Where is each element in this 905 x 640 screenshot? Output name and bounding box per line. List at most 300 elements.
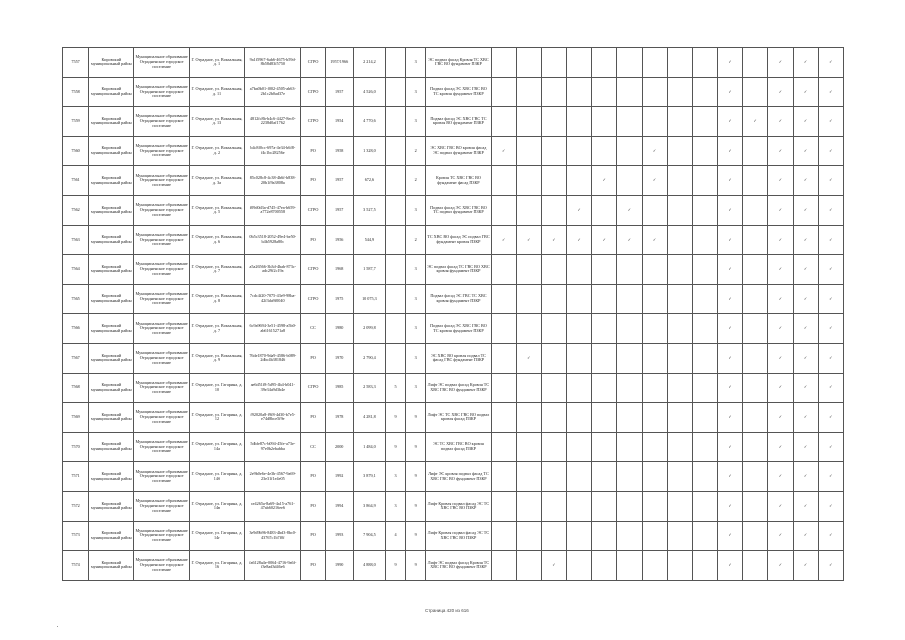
build-year-cell: 1990 (325, 551, 353, 581)
check-mark-icon: ✓ (541, 225, 566, 255)
entrances-cell: 3 (406, 314, 426, 344)
work-check-cell (491, 491, 516, 521)
work-check-cell (667, 136, 692, 166)
material-type-cell: РО (301, 136, 325, 166)
works-list-cell: Подвал фасад ЭС ХВС ГВС ВО ТС подвал фундамент ПЗКР (426, 195, 491, 225)
work-check-cell (692, 225, 717, 255)
check-mark-icon: ✓ (768, 373, 793, 403)
row-number: 7570 (63, 432, 89, 462)
work-check-cell (617, 521, 642, 551)
work-check-cell (567, 166, 592, 196)
works-list-cell: ТС ХВС ВО фасад ЭС подвал ГВС фундамент кровля ПЗКР (426, 225, 491, 255)
area-cell: 2 214,2 (353, 48, 385, 78)
district-cell: Кировский муниципальный район (89, 343, 134, 373)
work-check-cell (592, 521, 617, 551)
work-check-cell (642, 48, 667, 78)
work-check-cell (743, 195, 768, 225)
work-check-cell (667, 195, 692, 225)
build-year-cell: 1957 (325, 195, 353, 225)
work-check-cell (592, 462, 617, 492)
floors-cell (386, 284, 406, 314)
work-check-cell (541, 521, 566, 551)
check-mark-icon: ✓ (567, 225, 592, 255)
district-cell: Кировский муниципальный район (89, 521, 134, 551)
row-number: 7561 (63, 166, 89, 196)
work-check-cell (617, 551, 642, 581)
works-list-cell: Лифт ЭС подвал фасад Кровля ТС ХВС ГВС ВО фундамент ПЗКР (426, 551, 491, 581)
work-check-cell (592, 195, 617, 225)
check-mark-icon: ✓ (818, 462, 843, 492)
entrances-cell: 3 (406, 195, 426, 225)
fias-code-cell: f92020a8-f9f8-4d30-b7e5-e74d8bce5f9e (245, 403, 301, 433)
work-check-cell (592, 343, 617, 373)
work-check-cell (743, 48, 768, 78)
municipality-cell: Муниципальное образование Отрадненское городское поселение (134, 255, 189, 285)
work-check-cell (667, 107, 692, 137)
floors-cell (386, 314, 406, 344)
work-check-cell (491, 403, 516, 433)
district-cell: Кировский муниципальный район (89, 77, 134, 107)
work-check-cell (692, 255, 717, 285)
check-mark-icon: ✓ (793, 551, 818, 581)
work-check-cell (692, 403, 717, 433)
work-check-cell (617, 491, 642, 521)
build-year-cell: 1958 (325, 136, 353, 166)
work-check-cell (642, 343, 667, 373)
work-check-cell (516, 521, 541, 551)
check-mark-icon: ✓ (768, 551, 793, 581)
area-cell: 4 526,0 (353, 77, 385, 107)
work-check-cell (642, 255, 667, 285)
check-mark-icon: ✓ (793, 225, 818, 255)
work-check-cell (516, 551, 541, 581)
work-check-cell (541, 491, 566, 521)
address-cell: Г. Отрадное, ул. Вокзальная, д. 8 (189, 284, 244, 314)
work-check-cell (617, 462, 642, 492)
municipality-cell: Муниципальное образование Отрадненское городское поселение (134, 551, 189, 581)
works-list-cell: ЭС ХВС ВО кровля подвал ТС фасад ГВС фундамент ПЗКР (426, 343, 491, 373)
work-check-cell (541, 462, 566, 492)
floors-cell (386, 195, 406, 225)
check-mark-icon: ✓ (718, 166, 743, 196)
area-cell: 2 583,3 (353, 373, 385, 403)
entrances-cell: 3 (406, 255, 426, 285)
check-mark-icon: ✓ (818, 166, 843, 196)
fias-code-cell: ae6d51f8-5d95-4b4-b041-39e34a9d3b4e (245, 373, 301, 403)
area-cell: 3 527,5 (353, 195, 385, 225)
check-mark-icon: ✓ (818, 551, 843, 581)
check-mark-icon: ✓ (793, 48, 818, 78)
table-row (63, 195, 844, 225)
fias-code-cell: 4812fc8b-b4c6-4427-8ec0-2238d0af1762 (245, 107, 301, 137)
work-check-cell (491, 373, 516, 403)
check-mark-icon: ✓ (768, 255, 793, 285)
district-cell: Кировский муниципальный район (89, 225, 134, 255)
check-mark-icon: ✓ (516, 225, 541, 255)
work-check-cell (692, 284, 717, 314)
check-mark-icon: ✓ (818, 48, 843, 78)
fias-code-cell: fa6128a4e-0064-4716-9a6f-f3e8ad3d46e6 (245, 551, 301, 581)
work-check-cell (667, 77, 692, 107)
work-check-cell (743, 491, 768, 521)
floors-cell (386, 136, 406, 166)
address-cell: Г. Отрадное, ул. Вокзальная, д. 6 (189, 225, 244, 255)
check-mark-icon: ✓ (818, 284, 843, 314)
floors-cell: 4 (386, 521, 406, 551)
row-number: 7571 (63, 462, 89, 492)
check-mark-icon: ✓ (793, 255, 818, 285)
fias-code-cell: 0b5c3518-2052-49e4-be50-b4b5928a80c (245, 225, 301, 255)
check-mark-icon: ✓ (793, 107, 818, 137)
work-check-cell (516, 48, 541, 78)
entrances-cell: 3 (406, 284, 426, 314)
fias-code-cell: 2e9b0e6e-4e3b-4567-9a69-23e31f1e4e05 (245, 462, 301, 492)
works-list-cell: Лифт Кровля подвал фасад ЭС ТС ХВС ГВС ВО ПЗКР (426, 521, 491, 551)
address-cell: Г. Отрадное, ул. Гагарина, д. 14а (189, 432, 244, 462)
material-type-cell: РО (301, 462, 325, 492)
district-cell: Кировский муниципальный район (89, 107, 134, 137)
work-check-cell (541, 314, 566, 344)
material-type-cell: СГРО (301, 195, 325, 225)
check-mark-icon: ✓ (718, 403, 743, 433)
work-check-cell (541, 255, 566, 285)
check-mark-icon: ✓ (818, 343, 843, 373)
material-type-cell: СГРО (301, 107, 325, 137)
work-check-cell (667, 284, 692, 314)
entrances-cell: 2 (406, 136, 426, 166)
work-check-cell (642, 432, 667, 462)
district-cell: Кировский муниципальный район (89, 551, 134, 581)
row-number: 7565 (63, 284, 89, 314)
check-mark-icon: ✓ (793, 166, 818, 196)
fias-code-cell: 85c028c8-4c38-4b6f-b838-20b1f9a3808a (245, 166, 301, 196)
check-mark-icon: ✓ (818, 314, 843, 344)
table-row (63, 373, 844, 403)
check-mark-icon: ✓ (642, 166, 667, 196)
check-mark-icon: ✓ (793, 403, 818, 433)
check-mark-icon: ✓ (592, 225, 617, 255)
check-mark-icon: ✓ (718, 225, 743, 255)
material-type-cell: РО (301, 403, 325, 433)
work-check-cell (617, 373, 642, 403)
work-check-cell (541, 432, 566, 462)
houses-table (62, 47, 844, 581)
build-year-cell: 1975 (325, 284, 353, 314)
check-mark-icon: ✓ (768, 225, 793, 255)
table-row (63, 491, 844, 521)
area-cell: 7 904,5 (353, 521, 385, 551)
work-check-cell (692, 48, 717, 78)
entrances-cell: 9 (406, 551, 426, 581)
address-cell: Г. Отрадное, ул. Вокзальная, д. 7 (189, 255, 244, 285)
floors-cell: 9 (386, 551, 406, 581)
check-mark-icon: ✓ (491, 136, 516, 166)
works-list-cell: ЭС подвал фасад ТС ГВС ВО ХВС кровля фундамент ПЗКР (426, 255, 491, 285)
work-check-cell (491, 343, 516, 373)
work-check-cell (516, 491, 541, 521)
work-check-cell (617, 77, 642, 107)
fias-code-cell: b4c8f0cc-697a-4e34-b6f8-f4c1bc28256e (245, 136, 301, 166)
work-check-cell (642, 314, 667, 344)
check-mark-icon: ✓ (818, 373, 843, 403)
check-mark-icon: ✓ (718, 136, 743, 166)
check-mark-icon: ✓ (617, 195, 642, 225)
work-check-cell (692, 314, 717, 344)
municipality-cell: Муниципальное образование Отрадненское городское поселение (134, 77, 189, 107)
works-list-cell: Лифт Кровля подвал фасад ЭС ТС ХВС ГВС ВО ПЗКР (426, 491, 491, 521)
work-check-cell (642, 373, 667, 403)
row-number: 7566 (63, 314, 89, 344)
material-type-cell: СГРО (301, 373, 325, 403)
work-check-cell (642, 403, 667, 433)
material-type-cell: РО (301, 551, 325, 581)
work-check-cell (541, 403, 566, 433)
work-check-cell (743, 225, 768, 255)
check-mark-icon: ✓ (818, 403, 843, 433)
table-row (63, 551, 844, 581)
check-mark-icon: ✓ (793, 432, 818, 462)
work-check-cell (667, 225, 692, 255)
table-row (63, 48, 844, 78)
work-check-cell (516, 314, 541, 344)
area-cell: 1 328,0 (353, 136, 385, 166)
check-mark-icon: ✓ (768, 166, 793, 196)
table-row (63, 462, 844, 492)
build-year-cell: 1978 (325, 403, 353, 433)
municipality-cell: Муниципальное образование Отрадненское городское поселение (134, 48, 189, 78)
work-check-cell (541, 136, 566, 166)
area-cell: 1 484,0 (353, 432, 385, 462)
fias-code-cell: 6c9a9694-3e51-4598-a5b0-ab61615271a8 (245, 314, 301, 344)
work-check-cell (491, 521, 516, 551)
check-mark-icon: ✓ (718, 284, 743, 314)
district-cell: Кировский муниципальный район (89, 432, 134, 462)
work-check-cell (692, 491, 717, 521)
fias-code-cell: ce4265a-8a69-4a15-a761-47ab60216ee6 (245, 491, 301, 521)
address-cell: Г. Отрадное, ул. Вокзальная, д. 1 (189, 48, 244, 78)
address-cell: Г. Отрадное, ул. Вокзальная, д. 7 (189, 314, 244, 344)
check-mark-icon: ✓ (718, 551, 743, 581)
material-type-cell: РО (301, 166, 325, 196)
check-mark-icon: ✓ (768, 314, 793, 344)
work-check-cell (743, 284, 768, 314)
work-check-cell (743, 136, 768, 166)
check-mark-icon: ✓ (768, 343, 793, 373)
floors-cell: 3 (386, 491, 406, 521)
entrances-cell: 9 (406, 521, 426, 551)
work-check-cell (592, 373, 617, 403)
check-mark-icon: ✓ (793, 491, 818, 521)
district-cell: Кировский муниципальный район (89, 403, 134, 433)
work-check-cell (692, 432, 717, 462)
municipality-cell: Муниципальное образование Отрадненское городское поселение (134, 314, 189, 344)
check-mark-icon: ✓ (718, 491, 743, 521)
municipality-cell: Муниципальное образование Отрадненское городское поселение (134, 284, 189, 314)
district-cell: Кировский муниципальный район (89, 136, 134, 166)
district-cell: Кировский муниципальный район (89, 314, 134, 344)
work-check-cell (516, 255, 541, 285)
work-check-cell (592, 255, 617, 285)
work-check-cell (592, 403, 617, 433)
work-check-cell (592, 107, 617, 137)
works-list-cell: ЭС подвал фасад Кровля ТС ХВС ГВС ВО фундамент ПЗКР (426, 48, 491, 78)
work-check-cell (743, 403, 768, 433)
municipality-cell: Муниципальное образование Отрадненское городское поселение (134, 491, 189, 521)
work-check-cell (642, 107, 667, 137)
work-check-cell (516, 432, 541, 462)
work-check-cell (491, 432, 516, 462)
build-year-cell: 1954 (325, 107, 353, 137)
check-mark-icon: ✓ (768, 136, 793, 166)
work-check-cell (617, 107, 642, 137)
build-year-cell: 1980 (325, 314, 353, 344)
work-check-cell (567, 551, 592, 581)
row-number: 7569 (63, 403, 89, 433)
check-mark-icon: ✓ (768, 491, 793, 521)
scan-speck (57, 626, 58, 627)
check-mark-icon: ✓ (642, 136, 667, 166)
district-cell: Кировский муниципальный район (89, 284, 134, 314)
work-check-cell (491, 314, 516, 344)
area-cell: 4 281,8 (353, 403, 385, 433)
address-cell: Г. Отрадное, ул. Гагарина, д. 12 (189, 403, 244, 433)
work-check-cell (541, 373, 566, 403)
address-cell: Г. Отрадное, ул. Гагарина, д. 16 (189, 551, 244, 581)
work-check-cell (642, 491, 667, 521)
work-check-cell (692, 551, 717, 581)
check-mark-icon: ✓ (743, 107, 768, 137)
material-type-cell: СС (301, 432, 325, 462)
check-mark-icon: ✓ (793, 521, 818, 551)
work-check-cell (491, 551, 516, 581)
material-type-cell: СС (301, 314, 325, 344)
check-mark-icon: ✓ (768, 284, 793, 314)
municipality-cell: Муниципальное образование Отрадненское городское поселение (134, 462, 189, 492)
work-check-cell (743, 314, 768, 344)
address-cell: Г. Отрадное, ул. Гагарина, д. 14г (189, 521, 244, 551)
registry-sheet (62, 47, 844, 581)
work-check-cell (617, 48, 642, 78)
municipality-cell: Муниципальное образование Отрадненское городское поселение (134, 166, 189, 196)
district-cell: Кировский муниципальный район (89, 255, 134, 285)
work-check-cell (692, 373, 717, 403)
check-mark-icon: ✓ (718, 432, 743, 462)
table-row (63, 136, 844, 166)
check-mark-icon: ✓ (793, 77, 818, 107)
work-check-cell (516, 166, 541, 196)
check-mark-icon: ✓ (718, 255, 743, 285)
municipality-cell: Муниципальное образование Отрадненское городское поселение (134, 107, 189, 137)
work-check-cell (667, 373, 692, 403)
works-list-cell: ЭС ТС ХВС ГВС ВО кровля подвал фасад ПЗКР (426, 432, 491, 462)
work-check-cell (567, 462, 592, 492)
work-check-cell (491, 462, 516, 492)
floors-cell: 9 (386, 432, 406, 462)
check-mark-icon: ✓ (818, 432, 843, 462)
check-mark-icon: ✓ (491, 225, 516, 255)
build-year-cell: 1993 (325, 521, 353, 551)
work-check-cell (491, 107, 516, 137)
work-check-cell (567, 48, 592, 78)
work-check-cell (667, 521, 692, 551)
work-check-cell (541, 195, 566, 225)
work-check-cell (667, 255, 692, 285)
entrances-cell: 3 (406, 77, 426, 107)
check-mark-icon: ✓ (768, 48, 793, 78)
check-mark-icon: ✓ (718, 107, 743, 137)
works-list-cell: Лифт ЭС подвал фасад Кровля ТС ХВС ГВС ВО фундамент ПЗКР (426, 373, 491, 403)
row-number: 7564 (63, 255, 89, 285)
row-number: 7574 (63, 551, 89, 581)
works-list-cell: Лифт ЭС кровля подвал фасад ТС ХВС ГВС ВО фундамент ПЗКР (426, 462, 491, 492)
check-mark-icon: ✓ (818, 136, 843, 166)
area-cell: 1 587,7 (353, 255, 385, 285)
row-number: 7573 (63, 521, 89, 551)
work-check-cell (592, 551, 617, 581)
fias-code-cell: a5a26566-3b3d-4bab-873c-adc29f2c19a (245, 255, 301, 285)
floors-cell (386, 48, 406, 78)
build-year-cell: 1994 (325, 491, 353, 521)
work-check-cell (567, 284, 592, 314)
municipality-cell: Муниципальное образование Отрадненское городское поселение (134, 403, 189, 433)
check-mark-icon: ✓ (718, 195, 743, 225)
work-check-cell (667, 166, 692, 196)
address-cell: Г. Отрадное, ул. Гагарина, д. 10 (189, 373, 244, 403)
material-type-cell: РО (301, 491, 325, 521)
work-check-cell (516, 373, 541, 403)
check-mark-icon: ✓ (718, 462, 743, 492)
table-row (63, 284, 844, 314)
row-number: 7559 (63, 107, 89, 137)
work-check-cell (567, 136, 592, 166)
work-check-cell (642, 462, 667, 492)
build-year-cell: 1992 (325, 462, 353, 492)
work-check-cell (692, 521, 717, 551)
entrances-cell: 3 (406, 107, 426, 137)
check-mark-icon: ✓ (567, 195, 592, 225)
fias-code-cell: 9a1f5967-6ab6-4675-b59d-8b58d83f5750 (245, 48, 301, 78)
build-year-cell: 2000 (325, 432, 353, 462)
work-check-cell (743, 462, 768, 492)
build-year-cell: 1968 (325, 255, 353, 285)
entrances-cell: 9 (406, 491, 426, 521)
fias-code-cell: 7cdc4f20-7075-43e9-98ba-42f3da9f0040 (245, 284, 301, 314)
row-number: 7557 (63, 48, 89, 78)
material-type-cell: СГРО (301, 284, 325, 314)
check-mark-icon: ✓ (617, 225, 642, 255)
work-check-cell (667, 462, 692, 492)
work-check-cell (592, 136, 617, 166)
check-mark-icon: ✓ (793, 314, 818, 344)
fias-code-cell: 3e9d9b96-8483-4bd3-8bc0-43767c1b7f0f (245, 521, 301, 551)
address-cell: Г. Отрадное, ул. Вокзальная, д. 13 (189, 107, 244, 137)
check-mark-icon: ✓ (718, 48, 743, 78)
check-mark-icon: ✓ (718, 343, 743, 373)
work-check-cell (743, 343, 768, 373)
material-type-cell: РО (301, 343, 325, 373)
work-check-cell (692, 107, 717, 137)
work-check-cell (667, 403, 692, 433)
check-mark-icon: ✓ (768, 432, 793, 462)
work-check-cell (541, 77, 566, 107)
check-mark-icon: ✓ (768, 195, 793, 225)
work-check-cell (567, 255, 592, 285)
work-check-cell (516, 284, 541, 314)
table-row (63, 314, 844, 344)
table-row (63, 225, 844, 255)
row-number: 7560 (63, 136, 89, 166)
fias-code-cell: 5dbfe87c-b094-45fe-a73e-97e0b2ebabba (245, 432, 301, 462)
